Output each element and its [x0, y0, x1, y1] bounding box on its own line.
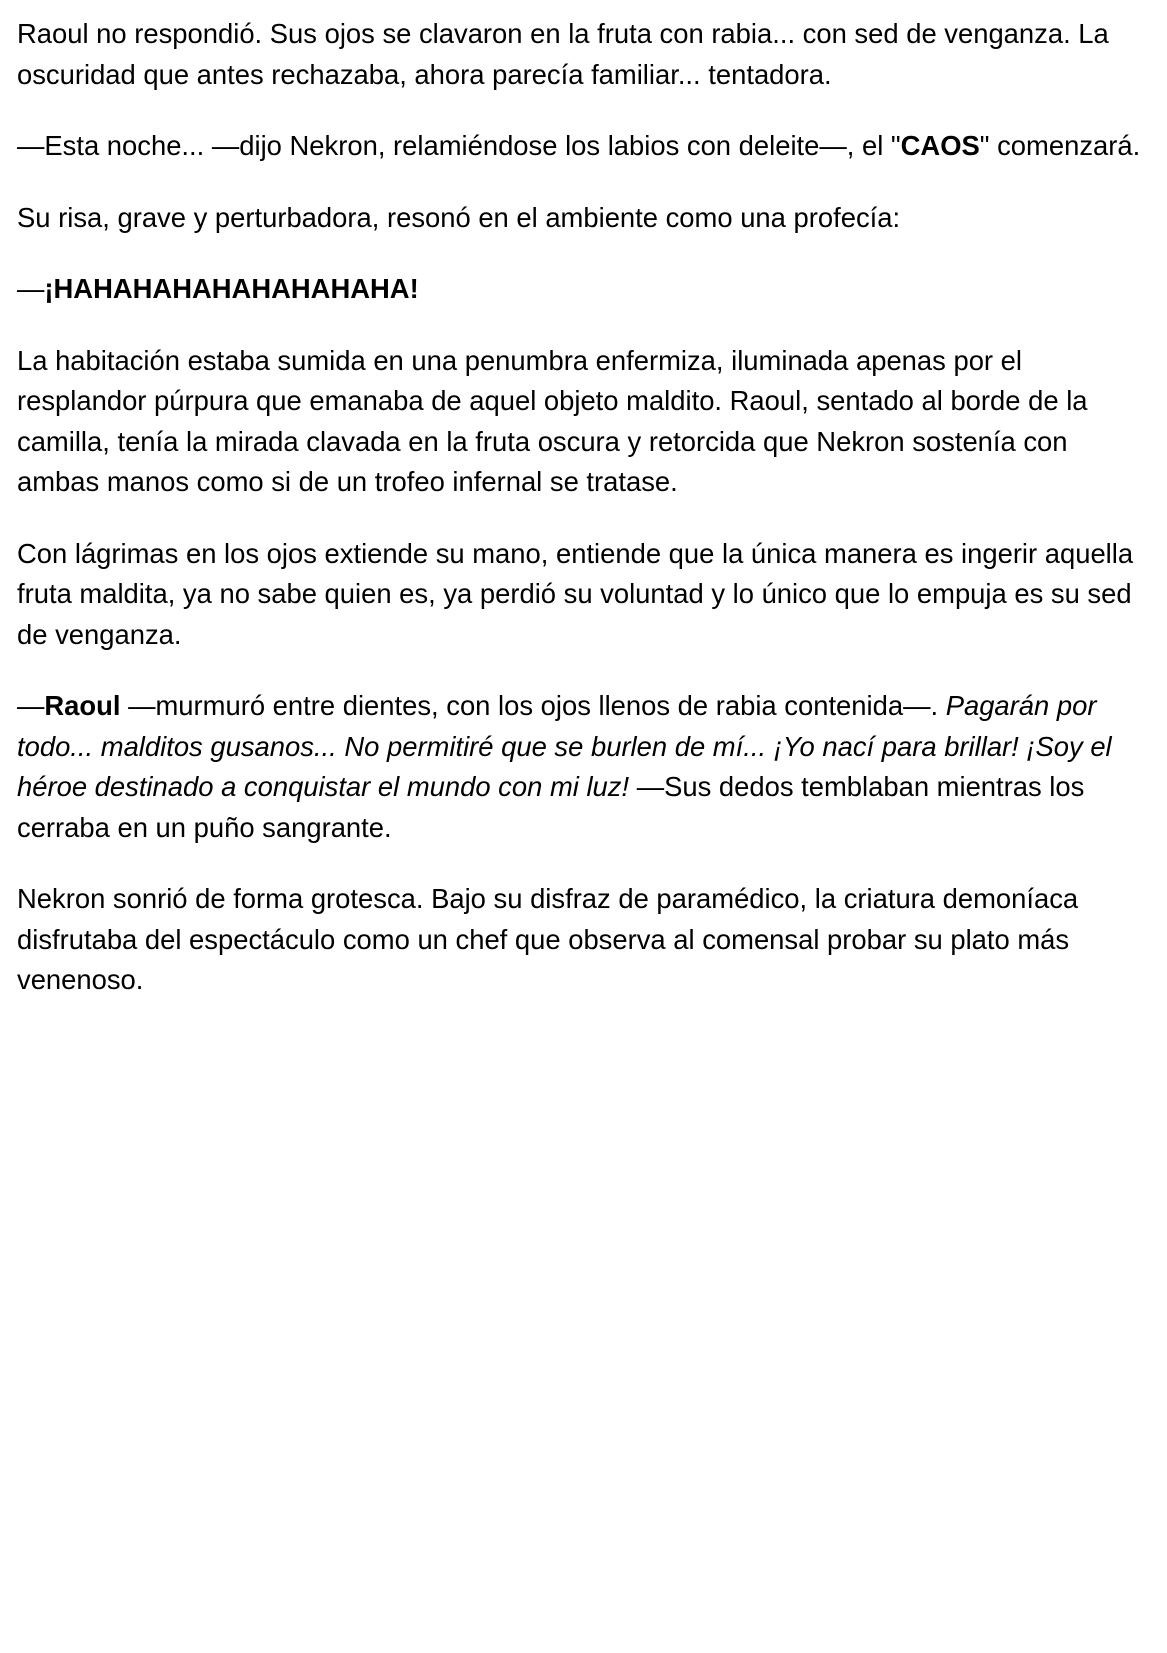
paragraph-1: [17, 14, 1157, 95]
caos-bold: CAOS: [900, 130, 980, 161]
paragraph-7: [17, 686, 1157, 848]
laugh-bold: ¡HAHAHAHAHAHAHAHAHA!: [44, 273, 419, 304]
paragraph-5-text: La habitación estaba sumida en una penumbra enfermiza, iluminada apenas por el resplandor púrpura que emanaba de aquel objeto maldito. Raoul, sentado al borde de la camilla, tenía la mirada clavada en la fruta oscura y retorcida que Nekron sostenía con ambas manos como si de un trofeo infernal se tratase.: [17, 344, 1088, 497]
document-page: [17, 14, 1157, 1032]
paragraph-4-dash: —: [17, 273, 45, 304]
raoul-bold: Raoul: [44, 690, 121, 721]
paragraph-5: [17, 341, 1157, 503]
paragraph-6-text: Con lágrimas en los ojos extiende su mano, entiende que la única manera es ingerir aquella fruta maldita, ya no sabe quien es, ya perdió su voluntad y lo único que lo empuja es su sed de venganza.: [17, 537, 1134, 650]
paragraph-8: [17, 879, 1157, 1001]
paragraph-3: [17, 198, 1157, 239]
paragraph-2: [17, 126, 1157, 167]
paragraph-6: [17, 534, 1157, 656]
paragraph-7-tail: —Sus dedos temblaban mientras los cerraba en un puño sangrante.: [17, 771, 1085, 843]
paragraph-1-text: Raoul no respondió. Sus ojos se clavaron en la fruta con rabia... con sed de venganza. La oscuridad que antes rechazaba, ahora parecía familiar... tentadora.: [17, 18, 1109, 90]
paragraph-2-lead: —Esta noche... —dijo Nekron, relamiéndose los labios con deleite—, el ": [17, 130, 901, 161]
raoul-speech-italic: Pagarán por todo... malditos gusanos... No permitiré que se burlen de mí... ¡Yo nací para brillar! ¡Soy el héroe destinado a conquistar el mundo con mi luz!: [17, 690, 1112, 802]
paragraph-8-text: Nekron sonrió de forma grotesca. Bajo su disfraz de paramédico, la criatura demoníaca disfrutaba del espectáculo como un chef que observa al comensal probar su plato más venenoso.: [17, 883, 1079, 995]
paragraph-3-text: Su risa, grave y perturbadora, resonó en el ambiente como una profecía:: [17, 201, 901, 233]
paragraph-4: [17, 269, 1157, 310]
paragraph-7-dash: —: [17, 690, 45, 721]
paragraph-2-tail: " comenzará.: [979, 130, 1141, 161]
paragraph-7-narration: —murmuró entre dientes, con los ojos llenos de rabia contenida—.: [120, 690, 946, 721]
